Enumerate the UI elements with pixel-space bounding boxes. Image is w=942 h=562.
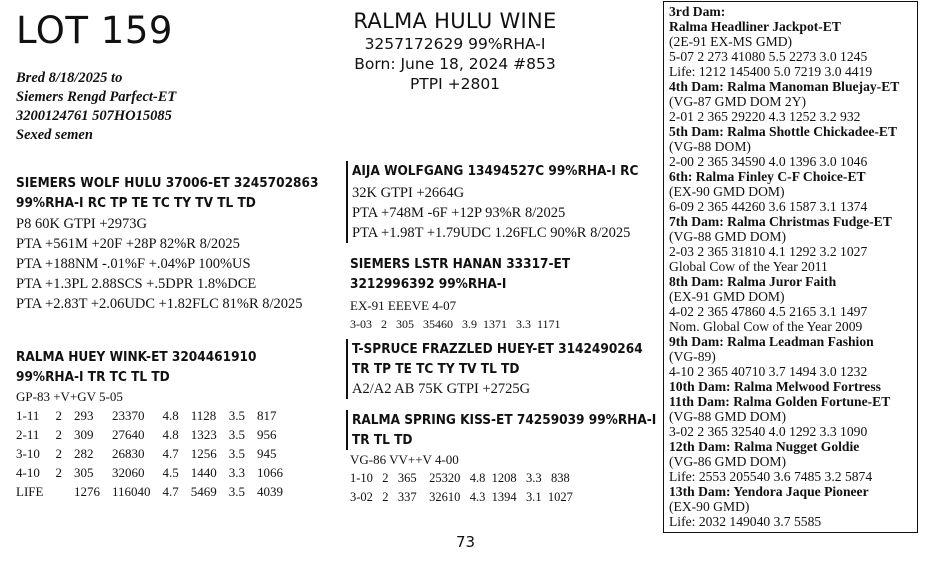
sire-pta-type: PTA +2.83T +2.06UDC +1.82FLC 81%R 8/2025 <box>16 296 303 312</box>
dam-records-table <box>16 406 295 501</box>
pedigree-line: 2-00 2 365 34590 4.0 1396 3.0 1046 <box>669 154 868 169</box>
pedigree-line: 3rd Dam: <box>669 4 726 19</box>
sire-block <box>16 173 352 314</box>
record-milk: 32060 <box>111 464 145 480</box>
mgs-pta-production: PTA +748M -6F +12P 93%R 8/2025 <box>352 205 566 221</box>
record-milkings: 2 <box>55 426 62 442</box>
record-fat: 1440 <box>190 464 217 480</box>
sire-traits: 99%RHA-I RC TP TE TC TY TV TL TD <box>16 195 256 211</box>
record-protein-pct: 3.5 <box>228 426 245 442</box>
animal-id: 3257172629 99%RHA-I <box>364 35 546 53</box>
pedigree-line: (VG-88 GMD DOM) <box>669 229 787 244</box>
record-age: LIFE <box>16 483 44 499</box>
table-row <box>16 444 295 463</box>
record-age: 2-11 <box>16 426 40 442</box>
record-days: 309 <box>73 426 94 442</box>
record-age: 1-11 <box>16 407 40 423</box>
second-dam-classification: EX-91 EEEVE 4-07 <box>350 298 457 313</box>
pedigree-line: (EX-91 GMD DOM) <box>669 289 785 304</box>
pedigree-line: 11th Dam: Ralma Golden Fortune-ET <box>669 394 891 409</box>
record-age: 3-10 <box>16 445 40 461</box>
spring-kiss-details <box>350 450 573 507</box>
spring-kiss-record-1: 1-10 2 365 25320 4.8 1208 3.3 838 <box>350 471 570 485</box>
pedigree-line: 3-02 2 365 32540 4.0 1292 3.3 1090 <box>669 424 868 439</box>
spring-kiss-name: RALMA SPRING KISS-ET 74259039 99%RHA-I <box>352 412 657 428</box>
dam-traits: 99%RHA-I TR TC TL TD <box>16 369 170 385</box>
record-fat-pct: 4.5 <box>162 464 179 480</box>
page-number: 73 <box>456 533 476 551</box>
sire-pta-indexes: PTA +188NM -.01%F +.04%P 100%US <box>16 256 251 272</box>
record-protein: 4039 <box>256 483 283 499</box>
mggs-block <box>346 339 675 399</box>
table-row <box>16 425 295 444</box>
maternal-pedigree-box <box>663 1 918 533</box>
bred-date: Bred 8/18/2025 to <box>16 70 123 86</box>
pedigree-line: (VG-89) <box>669 349 716 364</box>
pedigree-line: 4-02 2 365 47860 4.5 2165 3.1 1497 <box>669 304 868 319</box>
pedigree-line: Life: 2553 205540 3.6 7485 3.2 5874 <box>669 469 873 484</box>
pedigree-line: Ralma Headliner Jackpot-ET <box>669 19 841 34</box>
pedigree-line: Global Cow of the Year 2011 <box>669 259 828 274</box>
record-protein: 956 <box>256 426 277 442</box>
record-age: 4-10 <box>16 464 40 480</box>
dam-classification: GP-83 +V+GV 5-05 <box>16 389 123 404</box>
pedigree-line: Life: 2032 149040 3.7 5585 <box>669 514 822 529</box>
record-milk: 23370 <box>111 407 145 423</box>
mgs-name: AIJA WOLFGANG 13494527C 99%RHA-I RC <box>352 163 639 179</box>
record-milk: 26830 <box>111 445 145 461</box>
pedigree-line: (VG-87 GMD DOM 2Y) <box>669 94 807 109</box>
mggs-genomics: A2/A2 AB 75K GTPI +2725G <box>352 381 531 397</box>
pedigree-line: Nom. Global Cow of the Year 2009 <box>669 319 863 334</box>
record-protein-pct: 3.3 <box>228 464 245 480</box>
pedigree-line: 5th Dam: Ralma Shottle Chickadee-ET <box>669 124 898 139</box>
sire-genomics: P8 60K GTPI +2973G <box>16 216 148 232</box>
dam-name: RALMA HUEY WINK-ET 3204461910 <box>16 349 257 365</box>
record-protein: 817 <box>256 407 277 423</box>
animal-name: RALMA HULU WINE <box>353 9 557 33</box>
dam-block <box>16 347 295 501</box>
table-row <box>16 463 295 482</box>
semen-type: Sexed semen <box>16 127 93 143</box>
second-dam-block <box>350 254 595 334</box>
spring-kiss-record-2: 3-02 2 337 32610 4.3 1394 3.1 1027 <box>350 490 573 504</box>
record-days: 293 <box>73 407 94 423</box>
table-row <box>16 406 295 425</box>
mggs-traits: TR TP TE TC TY TV TL TD <box>352 361 520 377</box>
second-dam-id: 3212996392 99%RHA-I <box>350 276 507 292</box>
record-fat-pct: 4.8 <box>162 426 179 442</box>
sire-pta-production: PTA +561M +20F +28P 82%R 8/2025 <box>16 236 240 252</box>
service-sire-ids: 3200124761 507HO15085 <box>16 108 172 124</box>
record-protein-pct: 3.5 <box>228 483 245 499</box>
record-protein-pct: 3.5 <box>228 407 245 423</box>
spring-kiss-block <box>346 410 690 450</box>
spring-kiss-classification: VG-86 VV++V 4-00 <box>350 452 459 467</box>
record-protein: 1066 <box>256 464 283 480</box>
sire-pta-health: PTA +1.3PL 2.88SCS +.5DPR 1.8%DCE <box>16 276 257 292</box>
pedigree-line: (VG-86 GMD DOM) <box>669 454 787 469</box>
record-fat: 1323 <box>190 426 217 442</box>
record-fat-pct: 4.7 <box>162 483 179 499</box>
lot-number: LOT 159 <box>16 9 173 52</box>
pedigree-line: (EX-90 GMD DOM) <box>669 184 785 199</box>
mgs-pta-type: PTA +1.98T +1.79UDC 1.26FLC 90%R 8/2025 <box>352 225 631 241</box>
animal-header <box>333 9 577 94</box>
breeding-info <box>16 69 176 145</box>
record-milk: 116040 <box>111 483 151 499</box>
record-milkings: 2 <box>55 464 62 480</box>
pedigree-line: (EX-90 GMD) <box>669 499 750 514</box>
sire-name: SIEMERS WOLF HULU 37006-ET 3245702863 <box>16 175 319 191</box>
pedigree-line: 13th Dam: Yendora Jaque Pioneer <box>669 484 869 499</box>
pedigree-line: 6-09 2 365 44260 3.6 1587 3.1 1374 <box>669 199 868 214</box>
pedigree-line: 5-07 2 273 41080 5.5 2273 3.0 1245 <box>669 49 868 64</box>
birth-date: Born: June 18, 2024 #853 <box>354 55 556 73</box>
second-dam-name: SIEMERS LSTR HANAN 33317-ET <box>350 256 571 272</box>
mggs-name: T-SPRUCE FRAZZLED HUEY-ET 3142490264 <box>352 341 643 357</box>
record-milkings: 2 <box>55 407 62 423</box>
record-milkings <box>55 482 74 501</box>
pedigree-line: 8th Dam: Ralma Juror Faith <box>669 274 837 289</box>
pedigree-line: Life: 1212 145400 5.0 7219 3.0 4419 <box>669 64 873 79</box>
pedigree-line: 4th Dam: Ralma Manoman Bluejay-ET <box>669 79 900 94</box>
record-fat: 1128 <box>190 407 217 423</box>
pedigree-line: 9th Dam: Ralma Leadman Fashion <box>669 334 874 349</box>
record-fat-pct: 4.8 <box>162 407 179 423</box>
table-row <box>16 482 295 501</box>
pedigree-line: 10th Dam: Ralma Melwood Fortress <box>669 379 881 394</box>
pedigree-line: 4-10 2 365 40710 3.7 1494 3.0 1232 <box>669 364 868 379</box>
record-fat-pct: 4.7 <box>162 445 179 461</box>
record-protein-pct: 3.5 <box>228 445 245 461</box>
pedigree-line: (VG-88 GMD DOM) <box>669 409 787 424</box>
mgs-block <box>346 161 670 243</box>
service-sire-name: Siemers Rengd Parfect-ET <box>16 89 177 105</box>
record-milkings: 2 <box>55 445 62 461</box>
spring-kiss-traits: TR TL TD <box>352 432 413 448</box>
second-dam-record: 3-03 2 305 35460 3.9 1371 3.3 1171 <box>350 317 561 331</box>
record-milk: 27640 <box>111 426 145 442</box>
ptpi-value: PTPI +2801 <box>409 75 501 93</box>
pedigree-line: (VG-88 DOM) <box>669 139 751 154</box>
pedigree-line: 12th Dam: Ralma Nugget Goldie <box>669 439 860 454</box>
pedigree-line: 6th: Ralma Finley C-F Choice-ET <box>669 169 866 184</box>
record-days: 305 <box>73 464 94 480</box>
mgs-genomics: 32K GTPI +2664G <box>352 185 465 201</box>
pedigree-line: 2-01 2 365 29220 4.3 1252 3.2 932 <box>669 109 861 124</box>
record-fat: 1256 <box>190 445 217 461</box>
pedigree-line: 7th Dam: Ralma Christmas Fudge-ET <box>669 214 892 229</box>
pedigree-line: (2E-91 EX-MS GMD) <box>669 34 793 49</box>
record-fat: 5469 <box>190 483 217 499</box>
record-protein: 945 <box>256 445 277 461</box>
record-days: 1276 <box>73 483 100 499</box>
record-days: 282 <box>73 445 94 461</box>
pedigree-line: 2-03 2 365 31810 4.1 1292 3.2 1027 <box>669 244 868 259</box>
